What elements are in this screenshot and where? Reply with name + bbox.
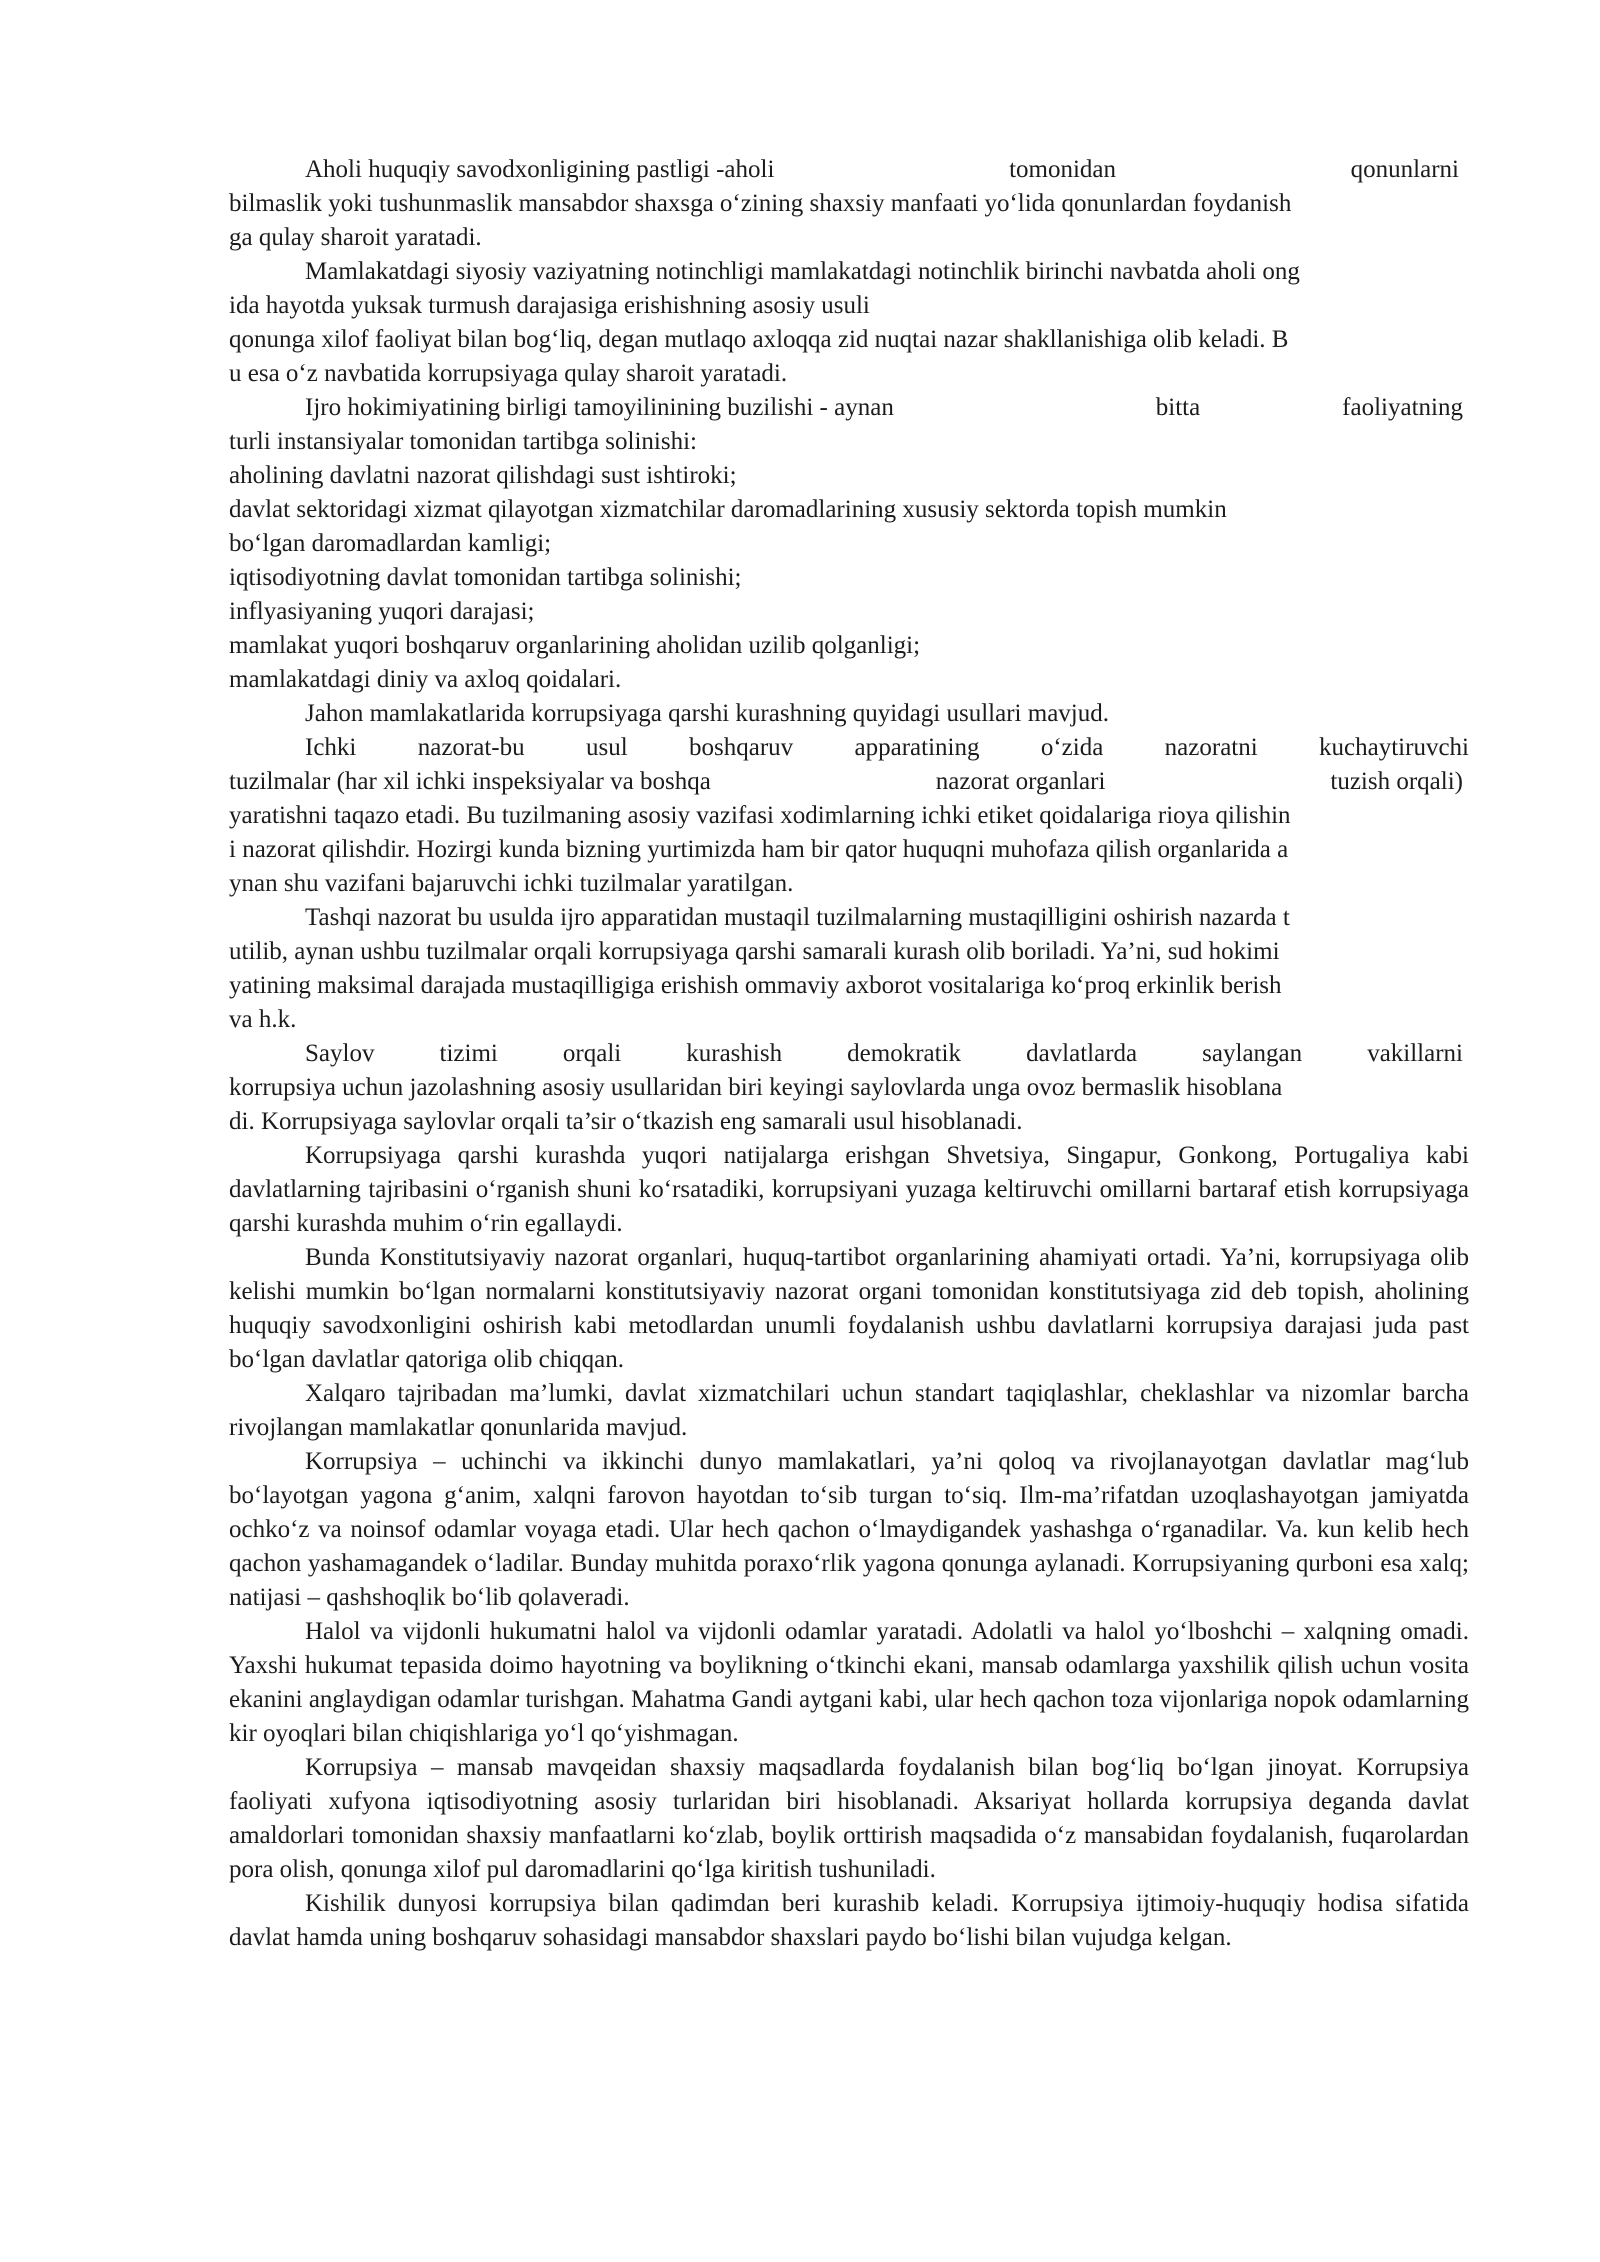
paragraph: Korrupsiyaga qarshi kurashda yuqori natijalarga erishgan Shvetsiya, Singapur, Gonkong, Portugaliya kabi davlatlarning tajribasini o‘rganish shuni ko‘rsatadiki, korrupsiyani yuzaga keltiruvchi omillarni bartaraf etish korrupsiyaga qarshi kurashda muhim o‘rin egallaydi.: [229, 1142, 1469, 1237]
text-line: yatining maksimal darajada mustaqilligiga erishish ommaviy axborot vositalariga ko‘proq erkinlik berish: [229, 972, 1282, 999]
text-line: ida hayotda yuksak turmush darajasiga erishishning asosiy usuli: [229, 292, 870, 319]
list-item: mamlakat yuqori boshqaruv organlarining aholidan uzilib qolganligi;: [229, 632, 921, 659]
text-part: Aholi huquqiy savodxonligining pastligi -aholi: [305, 156, 775, 183]
paragraph: Korrupsiya – mansab mavqeidan shaxsiy maqsadlarda foydalanish bilan bog‘liq bo‘lgan jinoyat. Korrupsiya faoliyati xufyona iqtisodiyotning asosiy turlaridan biri hisoblanadi. Aksariyat hollarda korrupsiya deganda davlat amaldorlari tomonidan shaxsiy manfaatlarni ko‘zlab, boylik orttirish maqsadida o‘z mansabidan foydalanish, fuqarolardan pora olish, qonunga xilof pul daromadlarini qo‘lga kiritish tushuniladi.: [229, 1754, 1469, 1883]
list-item: mamlakatdagi diniy va axloq qoidalari.: [229, 666, 622, 693]
text-line: Saylov tizimi orqali kurashish demokratik davlatlarda saylangan vakillarni: [305, 1040, 1463, 1067]
text-line: Tashqi nazorat bu usulda ijro apparatidan mustaqil tuzilmalarning mustaqilligini oshirish nazarda t: [305, 904, 1290, 931]
line-split-1: [229, 153, 1469, 187]
text-line: yaratishni taqazo etadi. Bu tuzilmaning asosiy vazifasi xodimlarning ichki etiket qoidalariga rioya qilishin: [229, 802, 1291, 829]
paragraph: Halol va vijdonli hukumatni halol va vijdonli odamlar yaratadi. Adolatli va halol yo‘lboshchi – xalqning omadi. Yaxshi hukumat tepasida doimo hayotning va boylikning o‘tkinchi ekani, mansab odamlarga yaxshilik qilish uchun vosita ekanini anglaydigan odamlar turishgan. Mahatma Gandi aytgani kabi, ular hech qachon toza vijonlariga nopok odamlarning kir oyoqlari bilan chiqishlariga yo‘l qo‘yishmagan.: [229, 1618, 1469, 1747]
text-line: ga qulay sharoit yaratadi.: [229, 224, 482, 251]
text-line: bilmaslik yoki tushunmaslik mansabdor shaxsga o‘zining shaxsiy manfaati yo‘lida qonunlardan foydanish: [229, 190, 1292, 217]
text-line: utilib, aynan ushbu tuzilmalar orqali korrupsiyaga qarshi samarali kurash olib boriladi. Ya’ni, sud hokimi: [229, 938, 1280, 965]
text-part: tuzilmalar (har xil ichki inspeksiyalar va boshqa: [229, 768, 711, 795]
text-line: Ichki nazorat-bu usul boshqaruv apparatining o‘zida nazoratni kuchaytiruvchi: [305, 734, 1469, 761]
line-split-2: [229, 391, 1469, 425]
list-item: aholining davlatni nazorat qilishdagi sust ishtiroki;: [229, 462, 737, 489]
text-line: korrupsiya uchun jazolashning asosiy usullaridan biri keyingi saylovlarda unga ovoz bermaslik hisoblana: [229, 1074, 1283, 1101]
text-part: Ijro hokimiyatining birligi tamoyilinining buzilishi - aynan: [305, 394, 894, 421]
list-item: iqtisodiyotning davlat tomonidan tartibga solinishi;: [229, 564, 742, 591]
text-line: di. Korrupsiyaga saylovlar orqali ta’sir o‘tkazish eng samarali usul hisoblanadi.: [229, 1108, 1023, 1135]
text-part: tomonidan: [1009, 156, 1117, 183]
paragraph: Kishilik dunyosi korrupsiya bilan qadimdan beri kurashib keladi. Korrupsiya ijtimoiy-huquqiy hodisa sifatida davlat hamda uning boshqaruv sohasidagi mansabdor shaxslari paydo bo‘lishi bilan vujudga kelgan.: [229, 1890, 1469, 1951]
paragraph: Xalqaro tajribadan ma’lumki, davlat xizmatchilari uchun standart taqiqlashlar, cheklashlar va nizomlar barcha rivojlangan mamlakatlar qonunlarida mavjud.: [229, 1380, 1469, 1441]
line-split-3: [229, 765, 1469, 799]
text-part: faoliyatning: [1342, 394, 1463, 421]
paragraph: Bunda Konstitutsiyaviy nazorat organlari, huquq-tartibot organlarining ahamiyati ortadi. Ya’ni, korrupsiyaga olib kelishi mumkin bo‘lgan normalarni konstitutsiyaviy nazorat organi tomonidan konstitutsiyaga zid deb topish, aholining huquqiy savodxonligini oshirish kabi metodlardan unumli foydalanish ushbu davlatlarni korrupsiya darajasi juda past bo‘lgan davlatlar qatoriga olib chiqqan.: [229, 1244, 1469, 1373]
paragraph: Korrupsiya – uchinchi va ikkinchi dunyo mamlakatlari, ya’ni qoloq va rivojlanayotgan davlatlar mag‘lub bo‘layotgan yagona g‘anim, xalqni farovon hayotdan to‘sib turgan to‘siq. Ilm-ma’rifatdan uzoqlashayotgan jamiyatda ochko‘z va noinsof odamlar voyaga etadi. Ular hech qachon o‘lmaydigandek yashashga o‘rganadilar. Va. kun kelib hech qachon yashamagandek o‘ladilar. Bunday muhitda poraxo‘rlik yagona qonunga aylanadi. Korrupsiyaning qurboni esa xalq; natijasi – qashshoqlik bo‘lib qolaveradi.: [229, 1448, 1469, 1611]
text-line: Jahon mamlakatlarida korrupsiyaga qarshi kurashning quyidagi usullari mavjud.: [305, 700, 1109, 727]
text-line: bo‘lgan daromadlardan kamligi;: [229, 530, 552, 557]
text-line: va h.k.: [229, 1006, 297, 1033]
text-line: i nazorat qilishdir. Hozirgi kunda bizning yurtimizda ham bir qator huquqni muhofaza qilish organlarida a: [229, 836, 1289, 863]
text-line: u esa o‘z navbatida korrupsiyaga qulay sharoit yaratadi.: [229, 360, 788, 387]
text-line: qonunga xilof faoliyat bilan bog‘liq, degan mutlaqo axloqqa zid nuqtai nazar shakllanishiga olib keladi. B: [229, 326, 1289, 353]
text-part: nazorat organlari: [935, 768, 1106, 795]
text-part: bitta: [1155, 394, 1201, 421]
text-line: turli instansiyalar tomonidan tartibga solinishi:: [229, 428, 697, 455]
text-part: qonunlarni: [1350, 156, 1459, 183]
text-line: Mamlakatdagi siyosiy vaziyatning notinchligi mamlakatdagi notinchlik birinchi navbatda aholi ong: [305, 258, 1300, 285]
document-page: [229, 153, 1469, 1955]
text-line: ynan shu vazifani bajaruvchi ichki tuzilmalar yaratilgan.: [229, 870, 794, 897]
text-part: tuzish orqali): [1330, 768, 1463, 795]
list-item: inflyasiyaning yuqori darajasi;: [229, 598, 535, 625]
list-item: davlat sektoridagi xizmat qilayotgan xizmatchilar daromadlarining xususiy sektorda topish mumkin: [229, 496, 1227, 523]
